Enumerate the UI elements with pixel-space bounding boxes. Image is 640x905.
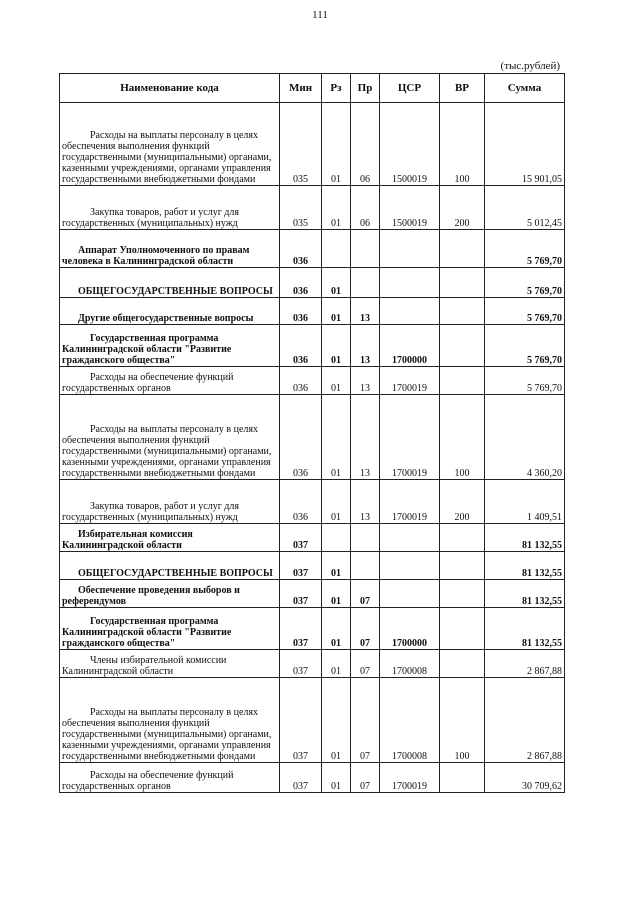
table-row xyxy=(60,524,565,552)
row-name-text: Расходы на обеспечение функций государственных органов xyxy=(62,770,234,792)
row-name xyxy=(60,524,280,552)
row-sum: 81 132,55 xyxy=(485,580,565,608)
row-sum: 81 132,55 xyxy=(485,608,565,650)
row-min: 037 xyxy=(280,650,322,678)
row-rz xyxy=(322,230,351,268)
row-pr: 07 xyxy=(351,580,380,608)
row-csr xyxy=(380,580,440,608)
row-name xyxy=(60,325,280,367)
row-rz: 01 xyxy=(322,186,351,230)
row-sum: 2 867,88 xyxy=(485,650,565,678)
row-name-text: Закупка товаров, работ и услуг для государственных (муниципальных) нужд xyxy=(62,501,239,523)
row-name xyxy=(60,186,280,230)
row-vr: 100 xyxy=(440,678,485,763)
row-rz: 01 xyxy=(322,298,351,325)
table-row xyxy=(60,763,565,793)
row-name-text: Государственная программа Калининградской области "Развитие гражданского общества" xyxy=(62,333,232,366)
row-rz: 01 xyxy=(322,268,351,298)
row-min: 036 xyxy=(280,298,322,325)
row-pr xyxy=(351,268,380,298)
row-sum: 2 867,88 xyxy=(485,678,565,763)
row-pr: 13 xyxy=(351,480,380,524)
row-vr: 200 xyxy=(440,480,485,524)
table-row xyxy=(60,298,565,325)
budget-table xyxy=(59,73,565,793)
row-vr xyxy=(440,524,485,552)
table-row xyxy=(60,650,565,678)
row-pr: 06 xyxy=(351,103,380,186)
row-vr xyxy=(440,608,485,650)
row-pr: 07 xyxy=(351,650,380,678)
row-pr: 13 xyxy=(351,298,380,325)
row-min: 036 xyxy=(280,480,322,524)
row-name-text: Аппарат Уполномоченного по правам человека в Калининградской области xyxy=(62,245,250,267)
row-min: 036 xyxy=(280,325,322,367)
row-name xyxy=(60,298,280,325)
row-name xyxy=(60,552,280,580)
row-rz xyxy=(322,524,351,552)
row-min: 037 xyxy=(280,580,322,608)
header-pr: Пр xyxy=(351,74,380,103)
header-sum: Сумма xyxy=(485,74,565,103)
row-name xyxy=(60,230,280,268)
row-rz: 01 xyxy=(322,678,351,763)
row-csr: 1700008 xyxy=(380,678,440,763)
row-vr xyxy=(440,230,485,268)
row-vr xyxy=(440,650,485,678)
header-min: Мин xyxy=(280,74,322,103)
row-pr xyxy=(351,230,380,268)
row-name-text: ОБЩЕГОСУДАРСТВЕННЫЕ ВОПРОСЫ xyxy=(78,568,273,579)
row-name-text: Государственная программа Калининградской области "Развитие гражданского общества" xyxy=(62,616,232,649)
row-csr xyxy=(380,524,440,552)
row-csr: 1700019 xyxy=(380,480,440,524)
row-pr: 13 xyxy=(351,325,380,367)
row-sum: 5 769,70 xyxy=(485,268,565,298)
row-csr xyxy=(380,552,440,580)
row-min: 037 xyxy=(280,678,322,763)
table-row xyxy=(60,552,565,580)
row-rz: 01 xyxy=(322,552,351,580)
row-name xyxy=(60,608,280,650)
row-csr: 1700000 xyxy=(380,325,440,367)
row-min: 036 xyxy=(280,367,322,395)
row-sum: 30 709,62 xyxy=(485,763,565,793)
row-rz: 01 xyxy=(322,480,351,524)
row-pr: 13 xyxy=(351,395,380,480)
table-row xyxy=(60,608,565,650)
row-name xyxy=(60,103,280,186)
row-csr xyxy=(380,298,440,325)
row-csr: 1500019 xyxy=(380,186,440,230)
row-rz: 01 xyxy=(322,325,351,367)
header-name: Наименование кода xyxy=(60,74,280,103)
row-vr: 100 xyxy=(440,395,485,480)
row-pr xyxy=(351,552,380,580)
row-min: 037 xyxy=(280,608,322,650)
row-vr xyxy=(440,268,485,298)
row-pr: 06 xyxy=(351,186,380,230)
row-name-text: Закупка товаров, работ и услуг для государственных (муниципальных) нужд xyxy=(62,207,239,229)
row-pr: 07 xyxy=(351,763,380,793)
table-row xyxy=(60,186,565,230)
row-pr xyxy=(351,524,380,552)
row-csr: 1700019 xyxy=(380,763,440,793)
row-pr: 13 xyxy=(351,367,380,395)
row-sum: 81 132,55 xyxy=(485,524,565,552)
row-name-text: Расходы на выплаты персоналу в целях обеспечения выполнения функций государственными (муниципальными) органами, казенными учреждениями, органами управления государственными внебюджетными фондами xyxy=(62,424,272,479)
row-rz: 01 xyxy=(322,763,351,793)
row-name-text: Расходы на выплаты персоналу в целях обеспечения выполнения функций государственными (муниципальными) органами, казенными учреждениями, органами управления государственными внебюджетными фондами xyxy=(62,130,272,185)
row-name xyxy=(60,395,280,480)
table-row xyxy=(60,103,565,186)
row-name xyxy=(60,763,280,793)
row-sum: 5 769,70 xyxy=(485,298,565,325)
table-row xyxy=(60,325,565,367)
row-name-text: Другие общегосударственные вопросы xyxy=(78,313,254,324)
row-name-text: Избирательная комиссия Калининградской области xyxy=(62,529,193,551)
row-csr: 1700019 xyxy=(380,395,440,480)
row-name xyxy=(60,480,280,524)
row-name xyxy=(60,678,280,763)
row-vr xyxy=(440,580,485,608)
row-rz: 01 xyxy=(322,103,351,186)
row-min: 035 xyxy=(280,103,322,186)
row-vr xyxy=(440,367,485,395)
row-name-text: Обеспечение проведения выборов и референдумов xyxy=(62,585,240,607)
row-min: 035 xyxy=(280,186,322,230)
row-vr xyxy=(440,552,485,580)
row-rz: 01 xyxy=(322,608,351,650)
row-vr xyxy=(440,298,485,325)
header-csr: ЦСР xyxy=(380,74,440,103)
row-rz: 01 xyxy=(322,395,351,480)
table-row xyxy=(60,580,565,608)
row-sum: 5 769,70 xyxy=(485,367,565,395)
table-header-row xyxy=(60,74,565,103)
row-vr xyxy=(440,763,485,793)
row-csr xyxy=(380,268,440,298)
table-row xyxy=(60,395,565,480)
row-name xyxy=(60,580,280,608)
row-sum: 1 409,51 xyxy=(485,480,565,524)
row-min: 037 xyxy=(280,552,322,580)
row-sum: 5 769,70 xyxy=(485,230,565,268)
table-row xyxy=(60,268,565,298)
table-row xyxy=(60,367,565,395)
row-pr: 07 xyxy=(351,678,380,763)
row-csr: 1700000 xyxy=(380,608,440,650)
row-csr: 1700008 xyxy=(380,650,440,678)
row-sum: 15 901,05 xyxy=(485,103,565,186)
row-name xyxy=(60,367,280,395)
row-sum: 5 769,70 xyxy=(485,325,565,367)
row-min: 036 xyxy=(280,395,322,480)
row-vr: 100 xyxy=(440,103,485,186)
header-vr: ВР xyxy=(440,74,485,103)
row-sum: 81 132,55 xyxy=(485,552,565,580)
row-min: 036 xyxy=(280,268,322,298)
row-csr: 1500019 xyxy=(380,103,440,186)
row-name-text: ОБЩЕГОСУДАРСТВЕННЫЕ ВОПРОСЫ xyxy=(78,286,273,297)
row-min: 037 xyxy=(280,763,322,793)
row-name xyxy=(60,268,280,298)
table-row xyxy=(60,678,565,763)
row-vr xyxy=(440,325,485,367)
row-rz: 01 xyxy=(322,650,351,678)
row-csr: 1700019 xyxy=(380,367,440,395)
row-sum: 5 012,45 xyxy=(485,186,565,230)
row-vr: 200 xyxy=(440,186,485,230)
row-name xyxy=(60,650,280,678)
row-sum: 4 360,20 xyxy=(485,395,565,480)
row-pr: 07 xyxy=(351,608,380,650)
table-row xyxy=(60,230,565,268)
units-label: (тыс.рублей) xyxy=(500,60,560,72)
header-rz: Рз xyxy=(322,74,351,103)
row-name-text: Члены избирательной комиссии Калининградской области xyxy=(62,655,227,677)
row-rz: 01 xyxy=(322,580,351,608)
row-name-text: Расходы на обеспечение функций государственных органов xyxy=(62,372,234,394)
page-number: 111 xyxy=(312,9,328,21)
row-name-text: Расходы на выплаты персоналу в целях обеспечения выполнения функций государственными (муниципальными) органами, казенными учреждениями, органами управления государственными внебюджетными фондами xyxy=(62,707,272,762)
row-min: 037 xyxy=(280,524,322,552)
row-rz: 01 xyxy=(322,367,351,395)
row-csr xyxy=(380,230,440,268)
table-row xyxy=(60,480,565,524)
row-min: 036 xyxy=(280,230,322,268)
